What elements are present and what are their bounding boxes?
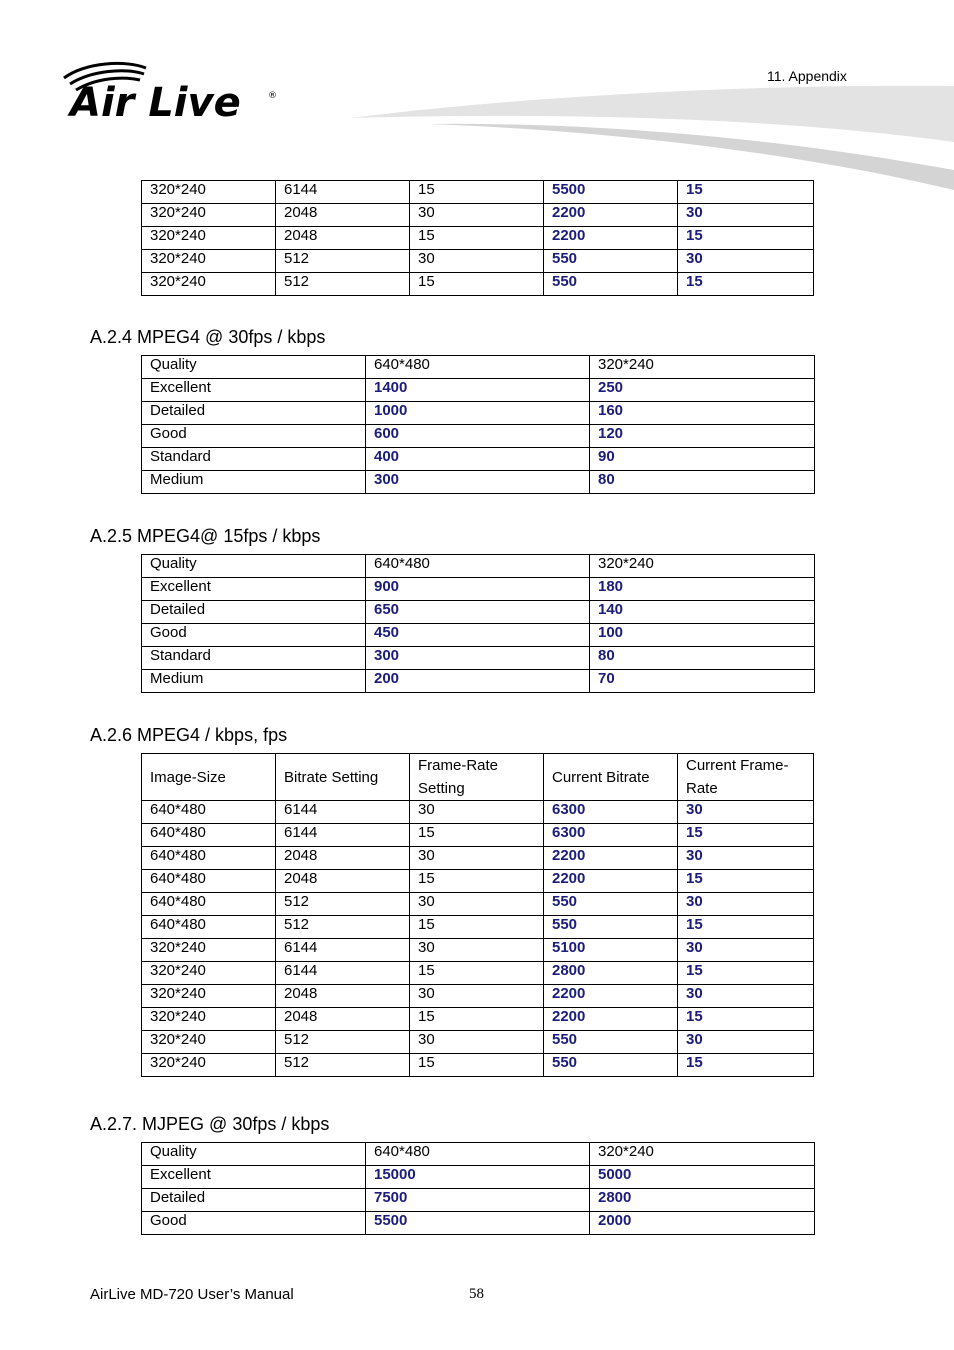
table-cell: 30 xyxy=(678,1031,814,1054)
table-cell: 80 xyxy=(590,647,815,670)
table-cell: 512 xyxy=(276,1054,410,1077)
table-cell: 30 xyxy=(678,985,814,1008)
table-row xyxy=(142,1054,814,1077)
table-a27 xyxy=(141,1142,815,1235)
table-header-row xyxy=(142,1143,815,1166)
table-cell: 160 xyxy=(590,402,815,425)
table-cell: 550 xyxy=(544,1031,678,1054)
table-cell: 15 xyxy=(410,962,544,985)
table-cell: 6144 xyxy=(276,824,410,847)
table-row xyxy=(142,1212,815,1235)
table-cell: 2048 xyxy=(276,227,410,250)
table-cell: 900 xyxy=(366,578,590,601)
chapter-label: 11. Appendix xyxy=(767,68,847,84)
table-cell: 30 xyxy=(410,1031,544,1054)
table-cell: Medium xyxy=(142,471,366,494)
table-cell: Quality xyxy=(142,356,366,379)
table-a25 xyxy=(141,554,815,693)
heading-a26: A.2.6 MPEG4 / kbps, fps xyxy=(90,725,288,745)
table-cell: 5100 xyxy=(544,939,678,962)
table-cell: 30 xyxy=(678,801,814,824)
table-cell: 70 xyxy=(590,670,815,693)
table-cell: 15 xyxy=(678,916,814,939)
table-cell: 320*240 xyxy=(142,985,276,1008)
table-cell: 15 xyxy=(410,1008,544,1031)
table-cell: 2200 xyxy=(544,847,678,870)
table-cell: 140 xyxy=(590,601,815,624)
table-cell: 550 xyxy=(544,1054,678,1077)
table-cell: 650 xyxy=(366,601,590,624)
table-cell: 512 xyxy=(276,916,410,939)
table-row xyxy=(142,962,814,985)
logo-text: Air Live xyxy=(70,80,241,126)
table-cell: 550 xyxy=(544,916,678,939)
table-a24 xyxy=(141,355,815,494)
table-cell: 550 xyxy=(544,273,678,296)
table-header-row xyxy=(142,356,815,379)
table-cell: 15 xyxy=(410,1054,544,1077)
table-row xyxy=(142,227,814,250)
table-cell: 300 xyxy=(366,471,590,494)
table-cell: 30 xyxy=(410,939,544,962)
table-cell: 15 xyxy=(678,962,814,985)
table-cell: 2200 xyxy=(544,227,678,250)
table-cell: 30 xyxy=(678,250,814,273)
table-cell: Good xyxy=(142,624,366,647)
table-cell: 15 xyxy=(678,1008,814,1031)
table-cell: 1000 xyxy=(366,402,590,425)
table-row xyxy=(142,448,815,471)
table-cell: Excellent xyxy=(142,379,366,402)
table-row xyxy=(142,181,814,204)
table-cell: 640*480 xyxy=(142,824,276,847)
table-cell: Medium xyxy=(142,670,366,693)
table-cell: 30 xyxy=(678,939,814,962)
table-cell: Bitrate Setting xyxy=(276,754,410,801)
table-cell: 120 xyxy=(590,425,815,448)
table-cell: 7500 xyxy=(366,1189,590,1212)
table-row xyxy=(142,425,815,448)
table-cell: 512 xyxy=(276,250,410,273)
table-cell: Good xyxy=(142,425,366,448)
table-cell: 550 xyxy=(544,893,678,916)
table-cell: 80 xyxy=(590,471,815,494)
table-cell: 2048 xyxy=(276,204,410,227)
table-cell: 600 xyxy=(366,425,590,448)
table-row xyxy=(142,1189,815,1212)
table-cell: 2200 xyxy=(544,1008,678,1031)
table-cell: 6144 xyxy=(276,181,410,204)
table-cell: Good xyxy=(142,1212,366,1235)
table-cell: 320*240 xyxy=(142,1008,276,1031)
table-cell: 180 xyxy=(590,578,815,601)
table-cell: 512 xyxy=(276,893,410,916)
table-cell: 2200 xyxy=(544,870,678,893)
table-cell: 320*240 xyxy=(142,1054,276,1077)
table-cell: Detailed xyxy=(142,1189,366,1212)
table-cell: 5500 xyxy=(544,181,678,204)
table-cell: 320*240 xyxy=(590,1143,815,1166)
table-cell: 6300 xyxy=(544,801,678,824)
table-cell: Standard xyxy=(142,448,366,471)
table-cell: 15000 xyxy=(366,1166,590,1189)
table-cell: 640*480 xyxy=(142,916,276,939)
table-cell: 2048 xyxy=(276,1008,410,1031)
table-row xyxy=(142,578,815,601)
table-cell: 2800 xyxy=(544,962,678,985)
table-cell: 30 xyxy=(410,847,544,870)
table-cell: 320*240 xyxy=(142,204,276,227)
table-cell: Excellent xyxy=(142,1166,366,1189)
table-row xyxy=(142,670,815,693)
table-cell: Excellent xyxy=(142,578,366,601)
table-cell: 640*480 xyxy=(142,847,276,870)
table-cell: 15 xyxy=(678,181,814,204)
table-row xyxy=(142,824,814,847)
table-cell: 640*480 xyxy=(366,1143,590,1166)
table-cell: 15 xyxy=(678,1054,814,1077)
table-cell: 30 xyxy=(678,847,814,870)
table-row xyxy=(142,870,814,893)
table-cell: 450 xyxy=(366,624,590,647)
table-row xyxy=(142,893,814,916)
table-cell: 15 xyxy=(410,273,544,296)
table-cell: 640*480 xyxy=(366,356,590,379)
table-header-row xyxy=(142,555,815,578)
table-cell: 15 xyxy=(410,227,544,250)
table-cell: 2200 xyxy=(544,985,678,1008)
table-cell: 640*480 xyxy=(142,893,276,916)
table-cell: Quality xyxy=(142,555,366,578)
table-cell: 15 xyxy=(678,227,814,250)
table-cell: 320*240 xyxy=(142,962,276,985)
table-cell: Detailed xyxy=(142,601,366,624)
table-cell: 6300 xyxy=(544,824,678,847)
table-cell: 90 xyxy=(590,448,815,471)
footer-page-number: 58 xyxy=(469,1286,484,1302)
table-cell: 512 xyxy=(276,273,410,296)
table-row xyxy=(142,916,814,939)
table-cell: 6144 xyxy=(276,801,410,824)
table-cell: 640*480 xyxy=(142,870,276,893)
table-cell: 5000 xyxy=(590,1166,815,1189)
table-cell: 400 xyxy=(366,448,590,471)
table-row xyxy=(142,204,814,227)
heading-a24: A.2.4 MPEG4 @ 30fps / kbps xyxy=(90,327,326,347)
table-cell: 6144 xyxy=(276,962,410,985)
table-cell: 30 xyxy=(410,985,544,1008)
table-cell: 30 xyxy=(678,893,814,916)
table-row xyxy=(142,939,814,962)
table-cell: 2048 xyxy=(276,847,410,870)
table-row xyxy=(142,379,815,402)
table-cell: Detailed xyxy=(142,402,366,425)
table-cell: 250 xyxy=(590,379,815,402)
table-cell: Image-Size xyxy=(142,754,276,801)
table-cell: 320*240 xyxy=(142,181,276,204)
table-cell: 640*480 xyxy=(142,801,276,824)
table-cell: 15 xyxy=(410,870,544,893)
table-cell: Quality xyxy=(142,1143,366,1166)
table-cell: Frame-Rate Setting xyxy=(410,754,544,801)
table-cell: 15 xyxy=(410,824,544,847)
table-row xyxy=(142,647,815,670)
table-cell: Current Bitrate xyxy=(544,754,678,801)
table-row xyxy=(142,471,815,494)
table-cell: 2048 xyxy=(276,985,410,1008)
table-cell: Current Frame-Rate xyxy=(678,754,814,801)
table-cell: 300 xyxy=(366,647,590,670)
table-cell: 320*240 xyxy=(142,273,276,296)
table-cell: 15 xyxy=(678,870,814,893)
heading-a27: A.2.7. MJPEG @ 30fps / kbps xyxy=(90,1114,330,1134)
table-cell: 1400 xyxy=(366,379,590,402)
table-cell: 2800 xyxy=(590,1189,815,1212)
table-row xyxy=(142,1166,815,1189)
table-cell: 320*240 xyxy=(142,939,276,962)
table-cell: 6144 xyxy=(276,939,410,962)
table-row xyxy=(142,1031,814,1054)
table-top xyxy=(141,180,814,296)
table-cell: 15 xyxy=(410,181,544,204)
table-cell: 320*240 xyxy=(142,1031,276,1054)
table-cell: 30 xyxy=(410,204,544,227)
table-cell: 320*240 xyxy=(590,356,815,379)
table-cell: 640*480 xyxy=(366,555,590,578)
table-cell: 550 xyxy=(544,250,678,273)
table-cell: 320*240 xyxy=(590,555,815,578)
table-row xyxy=(142,601,815,624)
table-a26 xyxy=(141,753,814,1077)
table-cell: 30 xyxy=(678,204,814,227)
table-row xyxy=(142,624,815,647)
table-row xyxy=(142,250,814,273)
svg-text:®: ® xyxy=(268,91,277,101)
table-cell: 320*240 xyxy=(142,227,276,250)
table-cell: Standard xyxy=(142,647,366,670)
table-cell: 30 xyxy=(410,250,544,273)
table-header-row xyxy=(142,754,814,801)
table-cell: 100 xyxy=(590,624,815,647)
table-cell: 5500 xyxy=(366,1212,590,1235)
table-row xyxy=(142,1008,814,1031)
table-cell: 200 xyxy=(366,670,590,693)
table-cell: 15 xyxy=(410,916,544,939)
heading-a25: A.2.5 MPEG4@ 15fps / kbps xyxy=(90,526,321,546)
table-row xyxy=(142,273,814,296)
table-cell: 30 xyxy=(410,801,544,824)
table-cell: 320*240 xyxy=(142,250,276,273)
table-row xyxy=(142,801,814,824)
table-cell: 512 xyxy=(276,1031,410,1054)
table-row xyxy=(142,402,815,425)
table-row xyxy=(142,847,814,870)
table-row xyxy=(142,985,814,1008)
footer-manual-title: AirLive MD-720 User’s Manual xyxy=(90,1286,294,1303)
table-cell: 2048 xyxy=(276,870,410,893)
table-cell: 15 xyxy=(678,273,814,296)
table-cell: 2000 xyxy=(590,1212,815,1235)
airlive-logo xyxy=(56,58,286,128)
table-cell: 15 xyxy=(678,824,814,847)
table-cell: 2200 xyxy=(544,204,678,227)
table-cell: 30 xyxy=(410,893,544,916)
